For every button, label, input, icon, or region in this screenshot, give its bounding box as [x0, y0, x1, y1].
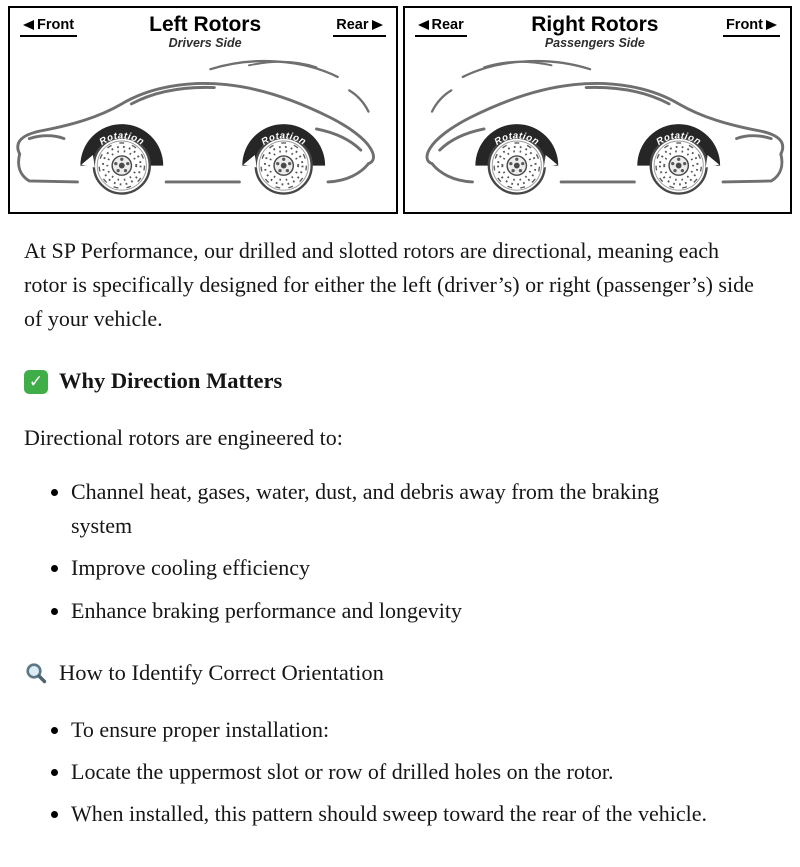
direction-text: Rear: [336, 17, 369, 33]
panel-title: Right Rotors: [531, 13, 659, 36]
heading-text: How to Identify Correct Orientation: [59, 659, 384, 685]
front-direction-label: [20, 16, 77, 37]
panel-titles: [467, 14, 723, 50]
car-illustration-right: [405, 48, 791, 212]
list-item: • Enhance braking performance and longevity: [71, 594, 723, 628]
right-panel-header: [405, 8, 791, 50]
front-direction-label: [723, 16, 780, 37]
panel-title: Left Rotors: [149, 13, 262, 36]
arrow-left-icon: [418, 20, 429, 30]
panel-subtitle: Drivers Side: [168, 35, 242, 50]
arrow-left-icon: [23, 20, 34, 30]
rotation-label: Rotation: [259, 130, 309, 148]
identify-orientation-heading: [24, 656, 770, 691]
why-direction-heading: [24, 364, 770, 399]
left-panel-header: [10, 8, 396, 50]
why-bullet-list: [24, 475, 770, 627]
article-body: [0, 214, 800, 867]
rotor-direction-diagram: [0, 0, 800, 214]
heading-text: Why Direction Matters: [59, 368, 283, 394]
right-rotors-panel: [403, 6, 793, 214]
panel-subtitle: Passengers Side: [544, 35, 645, 50]
direction-text: Front: [725, 17, 763, 33]
rotation-label: Rotation: [97, 130, 147, 148]
direction-text: Rear: [431, 17, 464, 33]
list-item: • To ensure proper installation:: [71, 713, 723, 747]
rear-direction-label: [333, 16, 385, 37]
intro-paragraph: At SP Performance, our drilled and slotted rotors are directional, meaning each rotor is specifically designed for either the left (driver’s) or right (passenger’s) side of your vehicle.: [24, 238, 754, 332]
arrow-right-icon: [372, 20, 383, 30]
list-item: • Improve cooling efficiency: [71, 551, 723, 585]
list-item: • Channel heat, gases, water, dust, and debris away from the braking system: [71, 475, 723, 543]
panel-titles: [77, 14, 333, 50]
list-item: • Locate the uppermost slot or row of drilled holes on the rotor.: [71, 755, 723, 789]
check-badge-icon: ✓: [24, 370, 48, 394]
magnifier-icon: [24, 661, 48, 685]
arrow-right-icon: [766, 20, 777, 30]
rotation-label: Rotation: [492, 130, 541, 148]
identify-bullet-list: [24, 713, 770, 831]
list-item: • When installed, this pattern should sweep toward the rear of the vehicle.: [71, 797, 723, 831]
direction-text: Front: [37, 17, 75, 33]
rotation-label: Rotation: [653, 130, 703, 148]
car-illustration-left: [10, 48, 396, 212]
rear-direction-label: [415, 16, 467, 37]
why-lead-text: Directional rotors are engineered to:: [24, 425, 343, 451]
left-rotors-panel: [8, 6, 398, 214]
